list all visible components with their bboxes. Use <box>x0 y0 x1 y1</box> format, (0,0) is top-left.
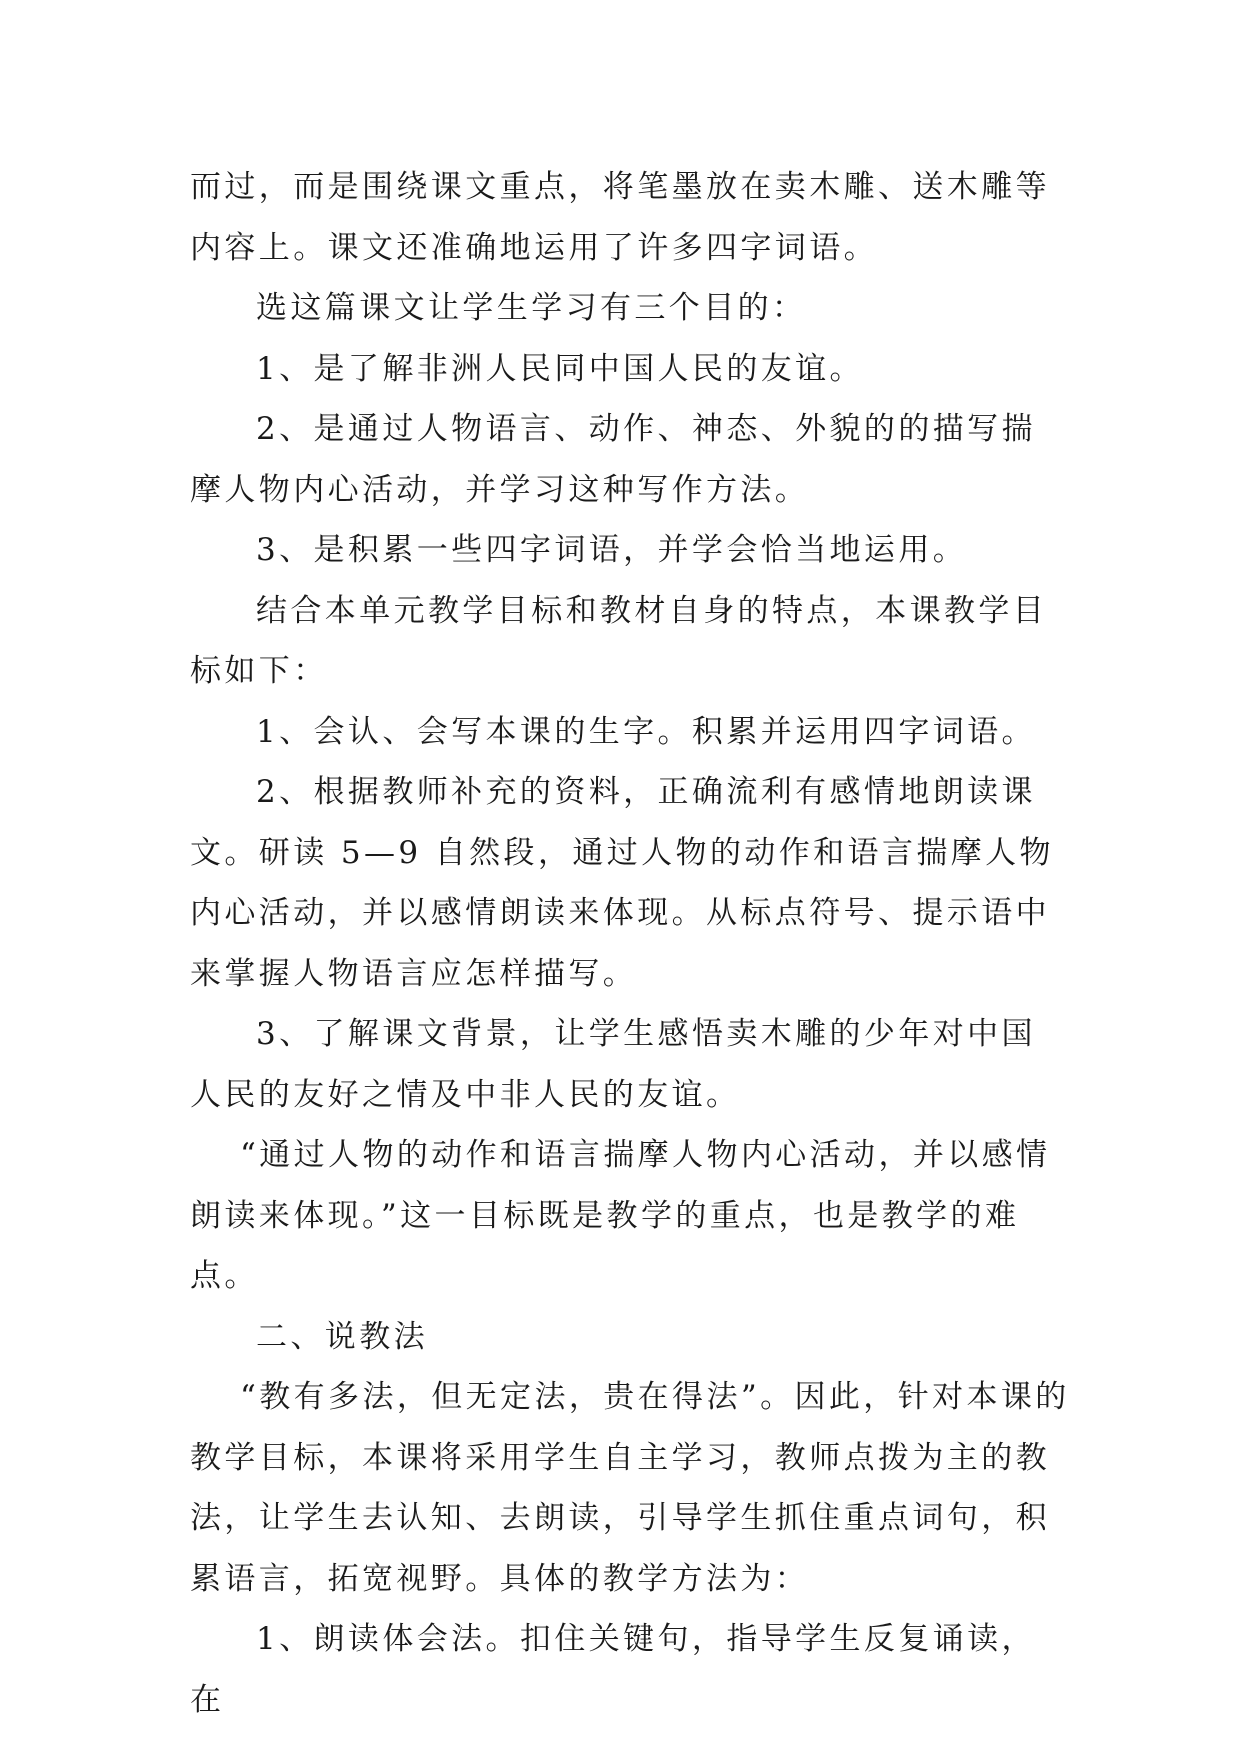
section-heading: 二、说教法 <box>256 1318 428 1355</box>
document-body <box>190 157 1070 1730</box>
list-item: 2、根据教师补充的资料，正确流利有感情地朗读课文。研读 5—9 自然段，通过人物的动作和语言揣摩人物内心活动，并以感情朗读来体现。从标点符号、提示语中来掌握人物语言应怎样描写。 <box>190 774 1054 992</box>
list-item: 1、是了解非洲人民同中国人民的友谊。 <box>256 350 864 387</box>
list-item: 3、了解课文背景，让学生感悟卖木雕的少年对中国人民的友好之情及中非人民的友谊。 <box>190 1016 1036 1113</box>
list-item: 2、是通过人物语言、动作、神态、外貌的的描写揣摩人物内心活动，并学习这种写作方法。 <box>190 411 1036 508</box>
paragraph: 而过，而是围绕课文重点，将笔墨放在卖木雕、送木雕等内容上。课文还准确地运用了许多四字词语。 <box>190 169 1050 266</box>
paragraph: 结合本单元教学目标和教材自身的特点，本课教学目标如下： <box>190 592 1048 689</box>
list-item: 3、是积累一些四字词语，并学会恰当地运用。 <box>256 532 968 568</box>
paragraph: “教有多法，但无定法，贵在得法”。因此，针对本课的教学目标，本课将采用学生自主学习，教师点拨为主的教法，让学生去认知、去朗读，引导学生抓住重点词句，积累语言，拓宽视野。具体的教学方法为： <box>190 1379 1070 1597</box>
paragraph: 选这篇课文让学生学习有三个目的： <box>256 290 807 326</box>
paragraph: “通过人物的动作和语言揣摩人物内心活动，并以感情朗读来体现。”这一目标既是教学的重点，也是教学的难点。 <box>190 1137 1051 1294</box>
list-item: 1、朗读体会法。扣住关键句，指导学生反复诵读，在 <box>190 1621 1036 1718</box>
list-item: 1、会认、会写本课的生字。积累并运用四字词语。 <box>256 713 1036 750</box>
